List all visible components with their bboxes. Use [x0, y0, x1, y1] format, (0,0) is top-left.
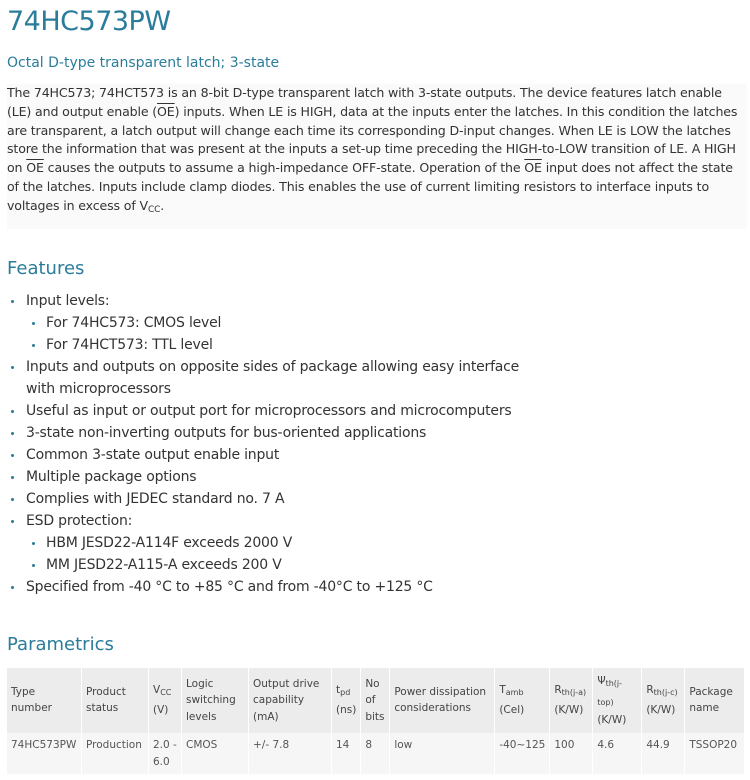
cell-type: 74HC573PW: [7, 733, 82, 774]
desc-text-5: .: [160, 197, 165, 213]
col-status: Product status: [82, 668, 149, 734]
col-tamb: Tamb (Cel): [495, 668, 550, 734]
desc-text-1: The 74HC573; 74HCT573 is an 8-bit D-type transparent latch with 3-state outputs. The device features latch enable (LE) and output enable (: [7, 85, 722, 119]
list-item: Complies with JEDEC standard no. 7 A: [7, 488, 747, 510]
table-header-row: [7, 668, 745, 734]
col-type: Type number: [7, 668, 82, 734]
cell-status: Production: [82, 733, 149, 774]
cell-tamb: -40~125: [495, 733, 550, 774]
cell-rthja: 100: [550, 733, 593, 774]
col-psi: Ψth(j-top) (K/W): [593, 668, 642, 734]
parametrics-table: [7, 668, 745, 775]
list-item: HBM JESD22-A114F exceeds 2000 V: [26, 532, 747, 554]
list-item: For 74HCT573: TTL level: [26, 334, 747, 356]
col-rthjc: Rth(j-c) (K/W): [642, 668, 685, 734]
col-logic: Logic switching levels: [182, 668, 249, 734]
page-subtitle: Octal D-type transparent latch; 3-state: [7, 55, 280, 71]
list-item: Useful as input or output port for microprocessors and microcomputers: [7, 400, 747, 422]
cell-psi: 4.6: [593, 733, 642, 774]
col-package: Package name: [685, 668, 745, 734]
list-item: Inputs and outputs on opposite sides of package allowing easy interface with microprocessors: [7, 356, 546, 400]
desc-text-3: causes the outputs to assume a high-impedance OFF-state. Operation of the: [43, 160, 525, 176]
col-rthja: Rth(j-a) (K/W): [550, 668, 593, 734]
list-item: For 74HC573: CMOS level: [26, 312, 747, 334]
desc-text-2: ) inputs. When LE is HIGH, data at the inputs enter the latches. In this condition the latches are transparent, a latch output will change each time its corresponding D-input changes. When LE is LOW the latches store the information that was present at the inputs a set-up time preceding the HIGH-to-LOW transition of LE. A HIGH on: [7, 103, 738, 176]
col-vcc: VCC (V): [149, 668, 182, 734]
list-item: Specified from -40 °C to +85 °C and from -40°C to +125 °C: [7, 576, 747, 598]
desc-oe-3: $\overline{OE}$: [524, 160, 542, 176]
col-drive: Output drive capability (mA): [249, 668, 332, 734]
col-tpd: tpd (ns): [332, 668, 361, 734]
list-item: Common 3-state output enable input: [7, 444, 747, 466]
desc-vcc-sub: CC: [147, 204, 161, 215]
cell-power: low: [390, 733, 495, 774]
list-item: Multiple package options: [7, 466, 747, 488]
cell-logic: CMOS: [182, 733, 249, 774]
desc-oe-2: $\overline{OE}$: [26, 160, 44, 176]
list-item: 3-state non-inverting outputs for bus-oriented applications: [7, 422, 747, 444]
table-row: [7, 733, 745, 774]
col-bits: No of bits: [361, 668, 390, 734]
list-item: ESD protection: HBM JESD22-A114F exceeds 2000 V MM JESD22-A115-A exceeds 200 V: [7, 510, 747, 576]
list-item: MM JESD22-A115-A exceeds 200 V: [26, 554, 747, 576]
features-heading: Features: [7, 257, 85, 279]
cell-package: TSSOP20: [685, 733, 745, 774]
cell-tpd: 14: [332, 733, 361, 774]
cell-vcc: 2.0 - 6.0: [149, 733, 182, 774]
parametrics-heading: Parametrics: [7, 633, 114, 655]
desc-text-4: input does not affect the state of the latches. Inputs include clamp diodes. This enables the use of current limiting resistors to interface inputs to voltages in excess of V: [7, 160, 733, 213]
desc-oe-1: $\overline{OE}$: [157, 103, 175, 119]
sub-list: [26, 312, 747, 356]
col-power: Power dissipation considerations: [390, 668, 495, 734]
list-item: Input levels: For 74HC573: CMOS level For 74HCT573: TTL level: [7, 290, 747, 356]
description: [7, 84, 747, 229]
features-list: [7, 290, 747, 598]
cell-bits: 8: [361, 733, 390, 774]
sub-list: [26, 532, 747, 576]
cell-rthjc: 44.9: [642, 733, 685, 774]
page-title: 74HC573PW: [7, 6, 171, 37]
cell-drive: +/- 7.8: [249, 733, 332, 774]
